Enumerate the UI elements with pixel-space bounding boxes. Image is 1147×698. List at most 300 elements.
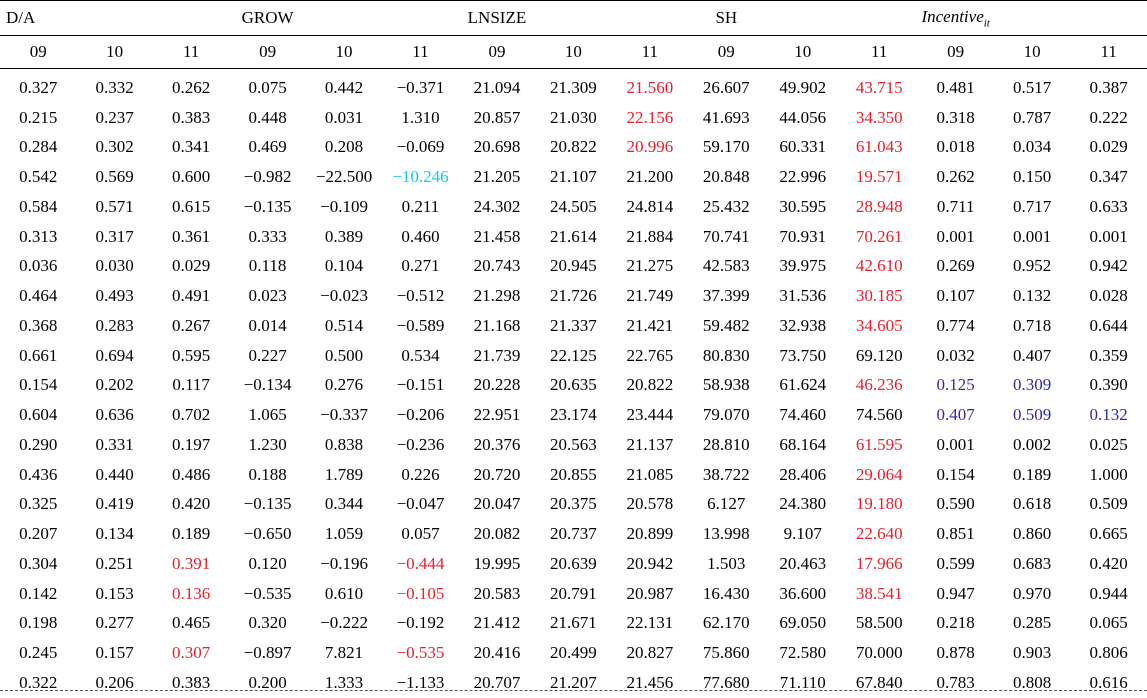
year-header: 11 xyxy=(1070,36,1147,69)
table-cell: 0.317 xyxy=(95,226,134,246)
table-cell: 0.683 xyxy=(1012,553,1052,573)
table-cell: 0.120 xyxy=(248,553,287,573)
table-cell: 0.808 xyxy=(1012,672,1052,692)
table-cell: 0.500 xyxy=(324,345,364,365)
table-cell: 0.227 xyxy=(248,345,287,365)
table-cell: 0.383 xyxy=(172,672,211,692)
table-row xyxy=(0,222,1147,252)
table-cell: 0.107 xyxy=(936,286,975,306)
table-cell: 22.156 xyxy=(626,107,674,127)
table-cell: 0.202 xyxy=(95,375,134,395)
table-cell: 38.722 xyxy=(702,464,750,484)
table-cell: 0.188 xyxy=(248,464,287,484)
table-cell: 75.860 xyxy=(702,643,750,663)
table-cell: 0.407 xyxy=(1012,345,1052,365)
table-cell: 21.309 xyxy=(550,77,597,97)
table-row xyxy=(0,638,1147,668)
table-cell: 0.136 xyxy=(172,583,211,603)
table-cell: 21.030 xyxy=(550,107,597,127)
table-cell: 0.189 xyxy=(1012,464,1052,484)
table-cell: −0.982 xyxy=(243,167,292,187)
table-cell: 21.337 xyxy=(550,315,597,335)
table-cell: 24.380 xyxy=(779,494,827,514)
year-header: 10 xyxy=(306,36,382,69)
table-cell: −0.047 xyxy=(396,494,445,514)
table-cell: 0.104 xyxy=(324,256,364,276)
table-cell: 25.432 xyxy=(702,196,750,216)
table-cell: −0.196 xyxy=(320,553,368,573)
header-spacer xyxy=(382,1,458,36)
table-cell: 1.000 xyxy=(1089,464,1128,484)
table-cell: 42.583 xyxy=(702,256,750,276)
table-cell: 70.931 xyxy=(779,226,827,246)
table-cell: 20.583 xyxy=(473,583,521,603)
table-cell: 19.995 xyxy=(473,553,521,573)
table-cell: 0.125 xyxy=(936,375,975,395)
table-cell: 37.399 xyxy=(702,286,750,306)
table-cell: 0.420 xyxy=(1089,553,1128,573)
table-cell: 29.064 xyxy=(855,464,903,484)
table-cell: 0.387 xyxy=(1089,77,1128,97)
table-cell: 0.942 xyxy=(1089,256,1128,276)
table-cell: 0.344 xyxy=(324,494,364,514)
table-cell: 0.509 xyxy=(1012,405,1052,425)
table-cell: 0.599 xyxy=(936,553,975,573)
table-cell: 0.534 xyxy=(401,345,440,365)
table-cell: −0.444 xyxy=(396,553,445,573)
table-cell: 0.132 xyxy=(1012,286,1052,306)
table-cell: 22.125 xyxy=(550,345,597,365)
table-row xyxy=(0,371,1147,401)
table-cell: 22.640 xyxy=(855,524,903,544)
table-cell: 0.226 xyxy=(401,464,440,484)
table-cell: 0.333 xyxy=(248,226,287,246)
table-cell: 58.500 xyxy=(855,613,903,633)
table-cell: 0.514 xyxy=(324,315,364,335)
table-cell: −0.337 xyxy=(320,405,368,425)
table-cell: −0.109 xyxy=(320,196,368,216)
table-cell: 21.094 xyxy=(473,77,521,97)
table-cell: 0.237 xyxy=(95,107,134,127)
table-cell: 21.137 xyxy=(626,434,674,454)
table-cell: 0.285 xyxy=(1012,613,1052,633)
table-cell: 21.739 xyxy=(473,345,521,365)
table-cell: 0.407 xyxy=(936,405,975,425)
table-cell: 0.132 xyxy=(1089,405,1128,425)
table-cell: 0.117 xyxy=(172,375,210,395)
table-body xyxy=(0,69,1147,698)
table-row xyxy=(0,133,1147,163)
table-cell: 0.616 xyxy=(1089,672,1128,692)
table-header xyxy=(0,1,1147,69)
table-cell: 0.465 xyxy=(172,613,211,633)
table-cell: 0.783 xyxy=(936,672,975,692)
table-cell: 0.023 xyxy=(248,286,287,306)
table-cell: 0.153 xyxy=(95,583,134,603)
year-header: 09 xyxy=(688,36,764,69)
table-row xyxy=(0,192,1147,222)
table-cell: 20.996 xyxy=(626,137,674,157)
table-cell: −0.512 xyxy=(396,286,445,306)
table-cell: 0.309 xyxy=(1012,375,1052,395)
table-cell: 21.205 xyxy=(473,167,521,187)
table-cell: 9.107 xyxy=(783,524,822,544)
table-cell: 0.878 xyxy=(936,643,975,663)
year-header: 09 xyxy=(459,36,535,69)
table-cell: 77.680 xyxy=(702,672,750,692)
table-cell: 0.036 xyxy=(19,256,58,276)
table-cell: 0.341 xyxy=(172,137,211,157)
table-cell: 21.275 xyxy=(626,256,674,276)
header-lnsize: LNSIZE xyxy=(459,1,535,36)
table-cell: 0.517 xyxy=(1012,77,1052,97)
table-cell: 0.025 xyxy=(1089,434,1128,454)
table-cell: −0.589 xyxy=(396,315,445,335)
year-header: 11 xyxy=(841,36,917,69)
table-cell: 0.028 xyxy=(1089,286,1128,306)
header-spacer xyxy=(765,1,841,36)
table-cell: 0.491 xyxy=(172,286,211,306)
table-cell: 0.665 xyxy=(1089,524,1128,544)
table-cell: 30.595 xyxy=(779,196,827,216)
table-cell: 0.313 xyxy=(19,226,58,246)
table-cell: 61.624 xyxy=(779,375,827,395)
table-cell: 22.765 xyxy=(626,345,674,365)
table-cell: 0.600 xyxy=(172,167,211,187)
table-cell: −0.023 xyxy=(320,286,368,306)
table-cell: 20.848 xyxy=(702,167,750,187)
table-cell: 0.208 xyxy=(324,137,364,157)
table-row xyxy=(0,311,1147,341)
table-row xyxy=(0,252,1147,282)
table-cell: −0.151 xyxy=(396,375,445,395)
table-cell: 0.262 xyxy=(172,77,211,97)
table-cell: −0.535 xyxy=(243,583,292,603)
table-cell: 0.615 xyxy=(172,196,211,216)
table-row xyxy=(0,579,1147,609)
table-row xyxy=(0,490,1147,520)
table-cell: 0.359 xyxy=(1089,345,1128,365)
table-cell: 70.000 xyxy=(855,643,903,663)
table-cell: 21.884 xyxy=(626,226,674,246)
table-cell: 19.180 xyxy=(855,494,903,514)
table-cell: 0.284 xyxy=(19,137,58,157)
header-spacer xyxy=(153,1,229,36)
table-cell: 0.198 xyxy=(19,613,58,633)
table-cell: −0.222 xyxy=(320,613,368,633)
table-cell: 20.857 xyxy=(473,107,521,127)
table-cell: 0.189 xyxy=(172,524,211,544)
table-cell: 20.698 xyxy=(473,137,521,157)
table-cell: 0.014 xyxy=(248,315,287,335)
table-cell: 0.001 xyxy=(1089,226,1128,246)
header-spacer xyxy=(612,1,688,36)
table-cell: 0.157 xyxy=(95,643,134,663)
table-cell: 80.830 xyxy=(702,345,750,365)
table-cell: 0.018 xyxy=(936,137,975,157)
table-cell: 24.302 xyxy=(473,196,521,216)
table-cell: 24.814 xyxy=(626,196,674,216)
table-cell: 0.347 xyxy=(1089,167,1128,187)
table-cell: 74.460 xyxy=(779,405,827,425)
table-cell: 0.644 xyxy=(1089,315,1128,335)
table-cell: 0.262 xyxy=(936,167,975,187)
table-cell: 0.806 xyxy=(1089,643,1128,663)
table-cell: 24.505 xyxy=(550,196,597,216)
table-cell: 22.131 xyxy=(626,613,674,633)
table-row xyxy=(0,400,1147,430)
table-cell: 0.419 xyxy=(95,494,134,514)
table-cell: 67.840 xyxy=(855,672,903,692)
table-cell: 59.170 xyxy=(702,137,750,157)
header-incentive-text: Incentive xyxy=(921,6,984,26)
year-header: 09 xyxy=(0,36,76,69)
table-cell: 20.047 xyxy=(473,494,521,514)
table-cell: 16.430 xyxy=(702,583,750,603)
table-cell: 0.464 xyxy=(19,286,58,306)
table-cell: 21.200 xyxy=(626,167,674,187)
header-grow: GROW xyxy=(229,1,305,36)
table-cell: 6.127 xyxy=(707,494,746,514)
table-cell: 74.560 xyxy=(855,405,903,425)
table-cell: 0.448 xyxy=(248,107,287,127)
table-cell: 22.951 xyxy=(473,405,521,425)
table-cell: 44.056 xyxy=(779,107,827,127)
table-cell: 20.899 xyxy=(626,524,674,544)
table-cell: 22.996 xyxy=(779,167,827,187)
table-cell: 21.456 xyxy=(626,672,674,692)
table-cell: 0.571 xyxy=(95,196,134,216)
table-cell: 0.493 xyxy=(95,286,134,306)
table-cell: 0.142 xyxy=(19,583,58,603)
table-cell: 0.584 xyxy=(19,196,58,216)
table-row xyxy=(0,103,1147,133)
table-cell: 28.810 xyxy=(702,434,750,454)
table-cell: 0.251 xyxy=(95,553,134,573)
table-cell: 1.310 xyxy=(401,107,440,127)
table-cell: 0.304 xyxy=(19,553,58,573)
table-cell: 0.318 xyxy=(936,107,975,127)
header-incentive-subscript: it xyxy=(983,17,990,30)
header-spacer xyxy=(994,1,1070,36)
table-cell: 0.207 xyxy=(19,524,58,544)
table-row xyxy=(0,69,1147,103)
header-incentive xyxy=(917,1,993,36)
table-cell: 0.481 xyxy=(936,77,975,97)
table-cell: 0.332 xyxy=(95,77,134,97)
table-cell: 0.542 xyxy=(19,167,58,187)
table-cell: 0.218 xyxy=(936,613,975,633)
table-cell: 21.614 xyxy=(550,226,597,246)
table-cell: 1.230 xyxy=(248,434,287,454)
table-cell: 20.376 xyxy=(473,434,521,454)
table-cell: 0.604 xyxy=(19,405,58,425)
table-cell: 36.600 xyxy=(779,583,827,603)
table-row xyxy=(0,609,1147,639)
table-cell: 0.569 xyxy=(95,167,134,187)
table-cell: 0.486 xyxy=(172,464,211,484)
table-cell: 28.948 xyxy=(855,196,903,216)
table-cell: 69.120 xyxy=(855,345,903,365)
table-cell: 0.029 xyxy=(172,256,211,276)
table-cell: 0.001 xyxy=(936,226,975,246)
table-cell: 0.661 xyxy=(19,345,58,365)
year-header: 11 xyxy=(382,36,458,69)
table-cell: 0.711 xyxy=(936,196,975,216)
table-cell: 61.043 xyxy=(855,137,903,157)
table-cell: 1.789 xyxy=(324,464,364,484)
table-cell: 20.945 xyxy=(550,256,597,276)
table-cell: 0.590 xyxy=(936,494,975,514)
table-cell: 0.269 xyxy=(936,256,975,276)
table-cell: 17.966 xyxy=(855,553,903,573)
year-header: 10 xyxy=(994,36,1070,69)
table-cell: 20.463 xyxy=(779,553,827,573)
table-cell: −22.500 xyxy=(315,167,373,187)
table-cell: 0.134 xyxy=(95,524,134,544)
table-row xyxy=(0,549,1147,579)
header-group-row xyxy=(0,1,1147,36)
header-spacer xyxy=(76,1,152,36)
table-cell: 0.057 xyxy=(401,524,440,544)
table-cell: 0.029 xyxy=(1089,137,1128,157)
table-cell: 34.605 xyxy=(855,315,903,335)
table-cell: 58.938 xyxy=(702,375,750,395)
table-cell: −0.192 xyxy=(396,613,445,633)
table-cell: 28.406 xyxy=(779,464,827,484)
table-cell: 21.412 xyxy=(473,613,521,633)
table-cell: 0.001 xyxy=(936,434,975,454)
table-cell: 21.726 xyxy=(550,286,597,306)
table-cell: 20.827 xyxy=(626,643,674,663)
table-cell: 20.578 xyxy=(626,494,674,514)
header-year-row xyxy=(0,36,1147,69)
table-cell: −0.105 xyxy=(396,583,445,603)
table-cell: −1.133 xyxy=(396,672,445,692)
table-cell: 0.618 xyxy=(1012,494,1052,514)
table-cell: 0.610 xyxy=(324,583,364,603)
year-header: 10 xyxy=(535,36,611,69)
table-cell: 13.998 xyxy=(702,524,750,544)
year-header: 10 xyxy=(765,36,841,69)
table-cell: 20.563 xyxy=(550,434,597,454)
table-cell: 42.610 xyxy=(855,256,903,276)
table-cell: 0.032 xyxy=(936,345,975,365)
table-cell: 0.702 xyxy=(172,405,211,425)
table-cell: 72.580 xyxy=(779,643,827,663)
table-cell: 0.320 xyxy=(248,613,287,633)
table-cell: 23.174 xyxy=(550,405,597,425)
header-spacer xyxy=(1070,1,1147,36)
table-cell: 20.822 xyxy=(626,375,674,395)
header-spacer xyxy=(306,1,382,36)
table-cell: 39.975 xyxy=(779,256,827,276)
table-cell: 59.482 xyxy=(702,315,750,335)
table-cell: 30.185 xyxy=(855,286,903,306)
header-spacer xyxy=(535,1,611,36)
table-cell: −0.650 xyxy=(243,524,292,544)
table-cell: 0.368 xyxy=(19,315,58,335)
header-sh: SH xyxy=(688,1,764,36)
table-cell: −0.535 xyxy=(396,643,445,663)
table-cell: 20.855 xyxy=(550,464,597,484)
table-cell: 0.150 xyxy=(1012,167,1052,187)
table-cell: 0.302 xyxy=(95,137,134,157)
table-cell: 32.938 xyxy=(779,315,827,335)
table-cell: 20.228 xyxy=(473,375,521,395)
table-cell: 20.639 xyxy=(550,553,597,573)
table-cell: 20.822 xyxy=(550,137,597,157)
table-cell: 20.635 xyxy=(550,375,597,395)
table-cell: 34.350 xyxy=(855,107,903,127)
table-cell: 0.290 xyxy=(19,434,58,454)
table-cell: 0.717 xyxy=(1012,196,1052,216)
table-cell: 21.671 xyxy=(550,613,597,633)
table-cell: 69.050 xyxy=(779,613,827,633)
table-row xyxy=(0,668,1147,698)
table-cell: 0.460 xyxy=(401,226,440,246)
table-cell: 0.440 xyxy=(95,464,134,484)
table-cell: 0.154 xyxy=(936,464,975,484)
table-cell: 0.361 xyxy=(172,226,211,246)
table-cell: 0.718 xyxy=(1012,315,1052,335)
table-row xyxy=(0,460,1147,490)
table-cell: 0.389 xyxy=(324,226,364,246)
table-cell: 0.222 xyxy=(1089,107,1128,127)
table-cell: 7.821 xyxy=(324,643,364,663)
year-header: 11 xyxy=(153,36,229,69)
table-cell: 0.331 xyxy=(95,434,134,454)
table-cell: 43.715 xyxy=(855,77,903,97)
table-row xyxy=(0,519,1147,549)
table-cell: −0.206 xyxy=(396,405,445,425)
table-cell: 79.070 xyxy=(702,405,750,425)
table-cell: 0.325 xyxy=(19,494,58,514)
table-cell: 0.200 xyxy=(248,672,287,692)
table-cell: −0.897 xyxy=(243,643,292,663)
table-cell: 0.030 xyxy=(95,256,134,276)
year-header: 09 xyxy=(229,36,305,69)
table-cell: 0.952 xyxy=(1012,256,1052,276)
table-cell: 0.787 xyxy=(1012,107,1052,127)
table-cell: 20.375 xyxy=(550,494,597,514)
table-cell: 0.322 xyxy=(19,672,58,692)
table-cell: 1.065 xyxy=(248,405,287,425)
table-cell: 0.903 xyxy=(1012,643,1052,663)
table-cell: −0.069 xyxy=(396,137,445,157)
table-cell: −0.134 xyxy=(243,375,292,395)
table-cell: 70.741 xyxy=(702,226,750,246)
table-cell: 0.283 xyxy=(95,315,134,335)
table-cell: 20.082 xyxy=(473,524,521,544)
table-cell: 0.197 xyxy=(172,434,211,454)
table-cell: 0.002 xyxy=(1012,434,1052,454)
table-cell: 70.261 xyxy=(855,226,903,246)
table-cell: 0.031 xyxy=(324,107,364,127)
table-cell: −0.135 xyxy=(243,196,292,216)
table-cell: 21.085 xyxy=(626,464,674,484)
table-row xyxy=(0,341,1147,371)
table-cell: 41.693 xyxy=(702,107,750,127)
table-cell: 20.737 xyxy=(550,524,597,544)
header-da: D/A xyxy=(0,1,76,36)
table-row xyxy=(0,430,1147,460)
table-cell: 0.970 xyxy=(1012,583,1052,603)
table-cell: 0.154 xyxy=(19,375,58,395)
table-cell: 0.267 xyxy=(172,315,211,335)
table-cell: 0.206 xyxy=(95,672,134,692)
table-cell: 68.164 xyxy=(779,434,827,454)
